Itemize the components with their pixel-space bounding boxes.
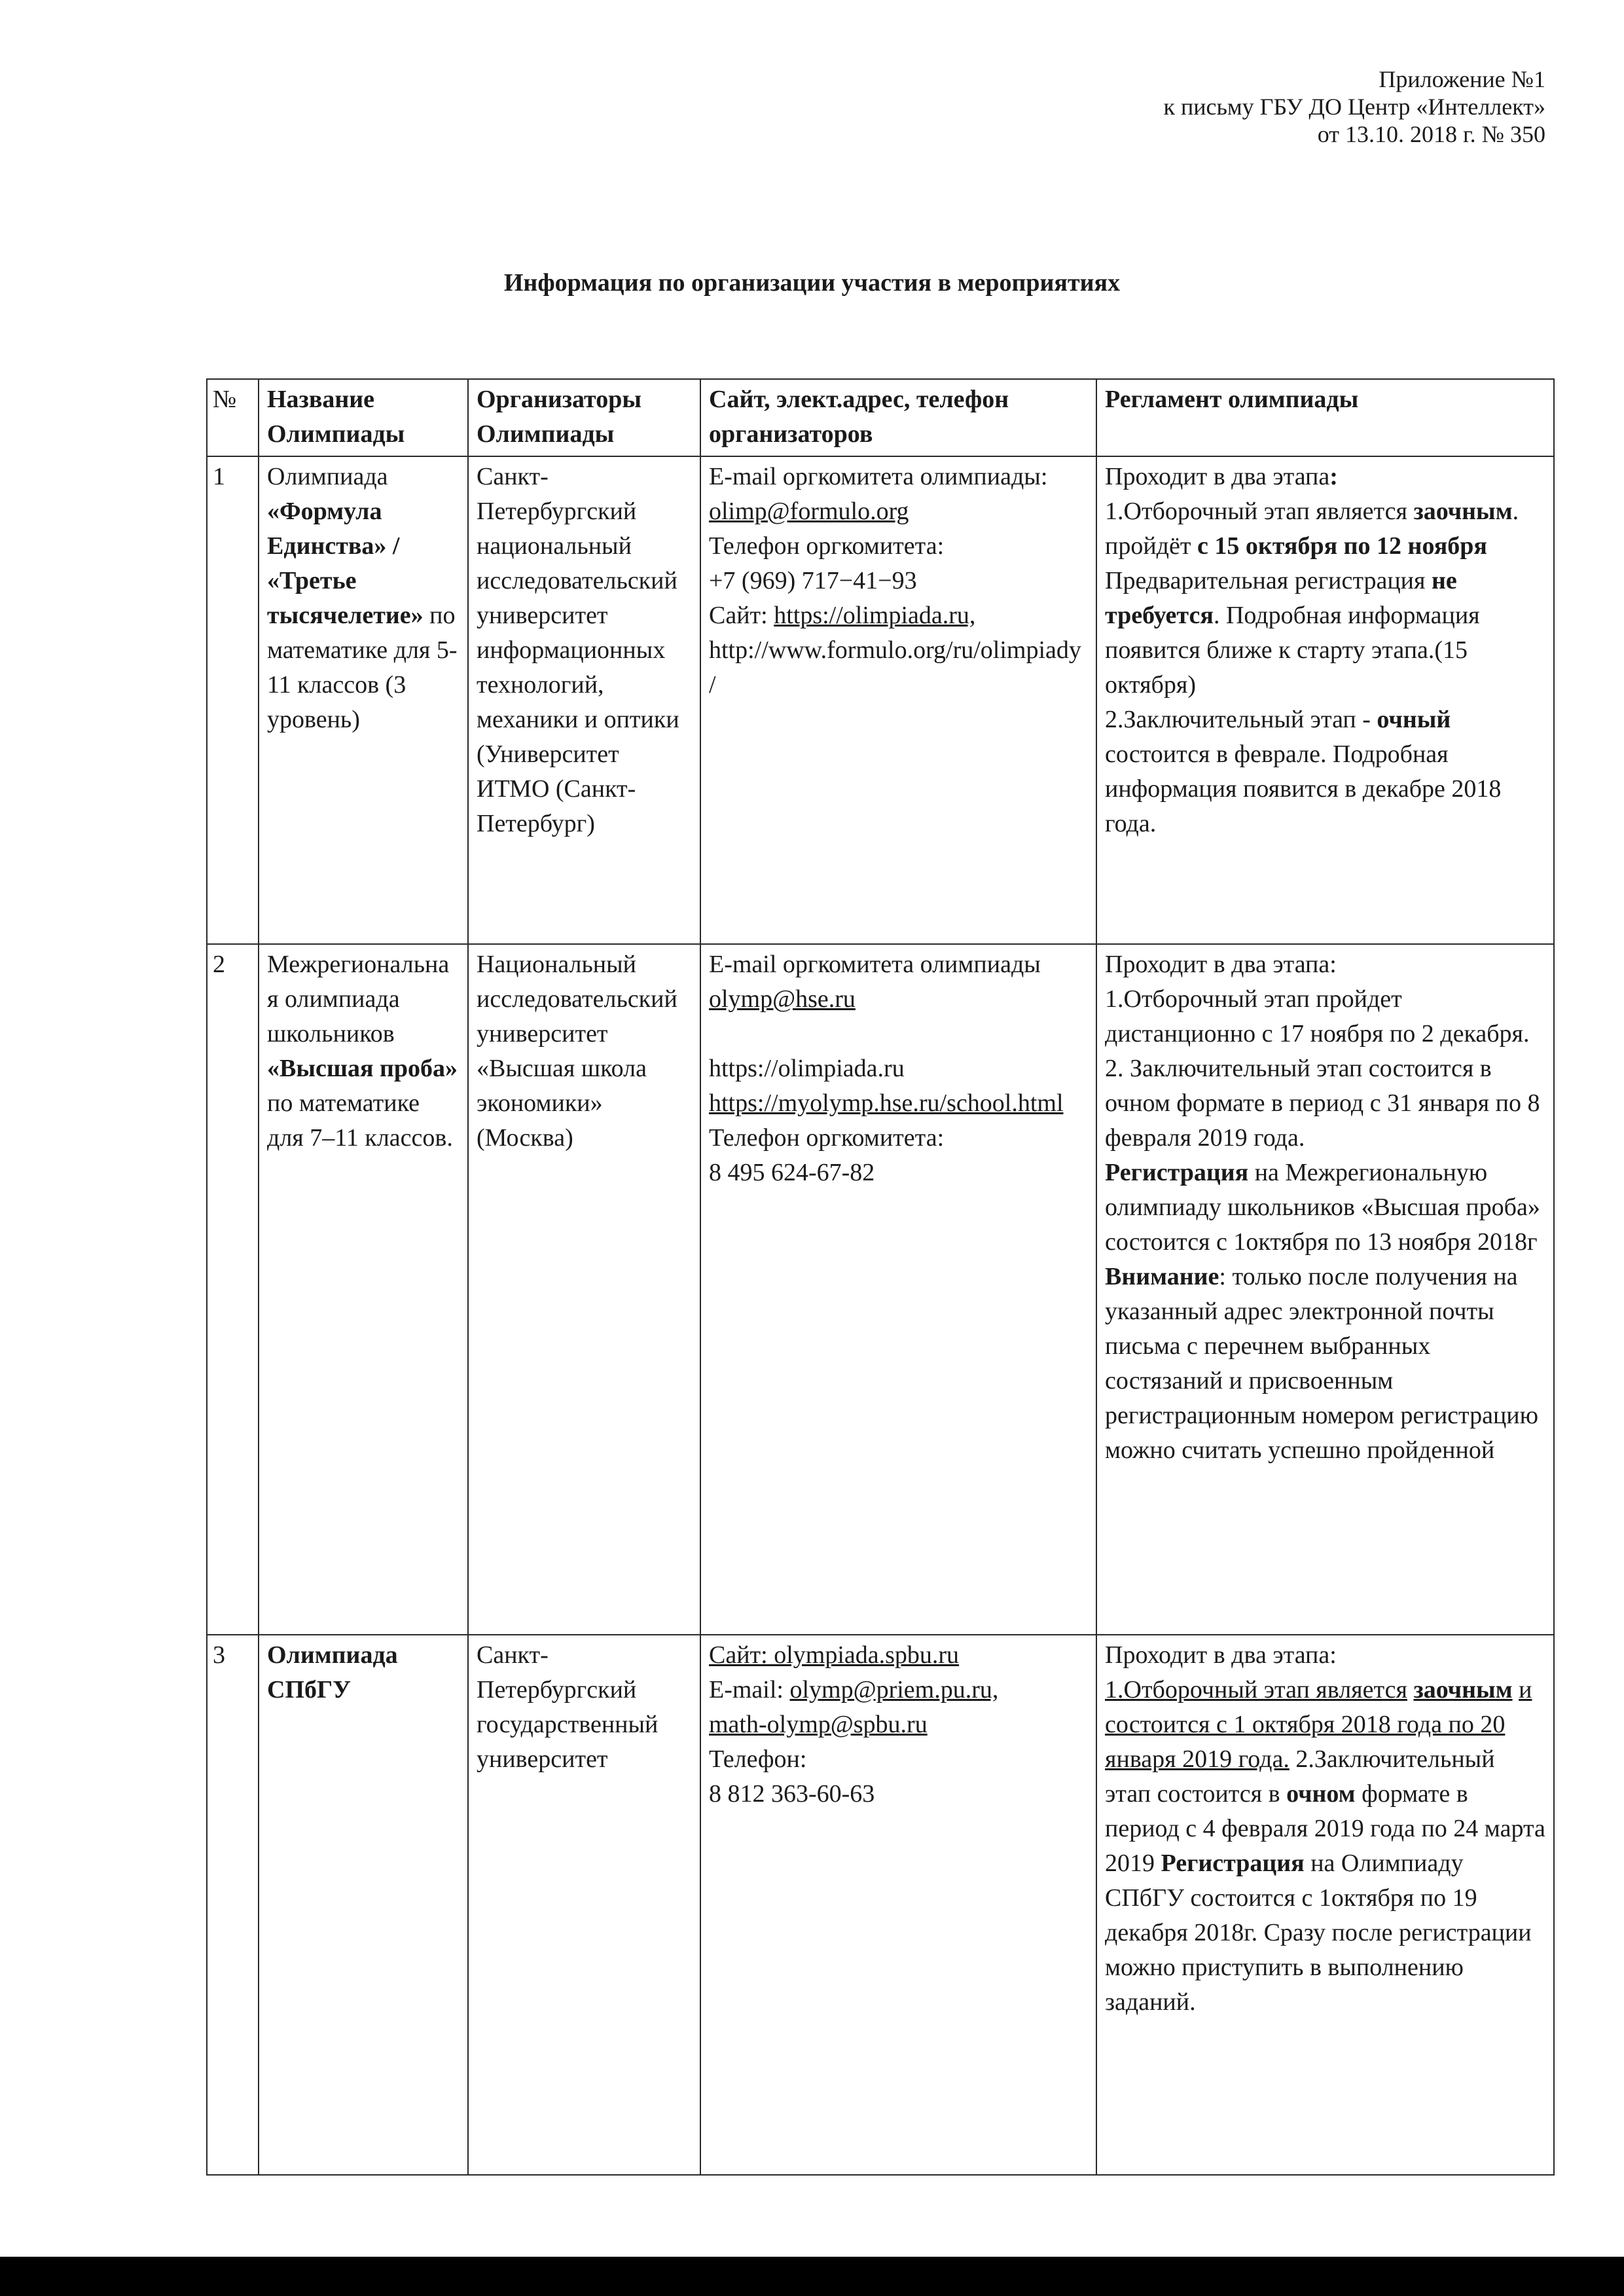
- row-number: 2: [207, 944, 259, 1635]
- rules-text: формате в период с 4 февраля 2019 года по 24 марта 2019: [1105, 1780, 1545, 1877]
- rules-text: на Олимпиаду СПбГУ состоится с 1октября по 19 декабря 2018г. Сразу после регистрации можно приступить в выполнению заданий.: [1105, 1850, 1532, 2016]
- table-row: [207, 1635, 1554, 2175]
- rules-underlined: 1.Отборочный этап является: [1105, 1676, 1407, 1704]
- olympiad-table: [206, 378, 1555, 2176]
- site-link-2[interactable]: https://myolymp.hse.ru/school.html: [709, 1089, 1064, 1117]
- rules-cell: [1096, 1635, 1554, 2175]
- rules-text: . пройдёт: [1105, 498, 1519, 560]
- rules-bold: Внимание: [1105, 1263, 1219, 1290]
- site-link[interactable]: https://olimpiada.ru,: [774, 602, 976, 629]
- olympiad-name-bold: «Высшая проба»: [267, 1055, 458, 1082]
- olympiad-name-cell: [259, 1635, 468, 2175]
- site-label: Сайт:: [709, 602, 768, 629]
- rules-text: : только после получения на указанный адрес электронной почты письма с перечнем выбранных состязаний и присвоенным регистрационным номером регистрацию можно считать успешно пройденной: [1105, 1263, 1539, 1464]
- rules-text: состоится в феврале. Подробная информация появится в декабре 2018 года.: [1105, 740, 1502, 837]
- olympiad-name-suffix: по математике для 5-11 классов (3 уровень): [267, 602, 458, 733]
- rules-bold: заочным: [1413, 1676, 1513, 1704]
- phone-label: Телефон оргкомитета:: [709, 532, 945, 560]
- email-label: E-mail оргкомитета олимпиады: [709, 951, 1041, 978]
- rules-bold: очном: [1286, 1780, 1356, 1808]
- rules-text: 2.Заключительный этап -: [1105, 706, 1371, 733]
- email-link[interactable]: olymp@priem.pu.ru,: [789, 1676, 999, 1704]
- contacts-cell: [700, 1635, 1096, 2175]
- phone-value: 8 495 624-67-82: [709, 1159, 875, 1186]
- header-organizers: Организаторы Олимпиады: [468, 379, 700, 456]
- rules-text: на Межрегиональную олимпиаду школьников «Высшая проба» состоится с 1октября по 13 ноября 2018г: [1105, 1159, 1540, 1256]
- phone-label: Телефон оргкомитета:: [709, 1124, 945, 1152]
- rules-cell: [1096, 944, 1554, 1635]
- organizers-cell: Санкт-Петербургский государственный университет: [468, 1635, 700, 2175]
- scan-bottom-border: [0, 2257, 1624, 2296]
- rules-text: Проходит в два этапа:: [1105, 951, 1337, 978]
- contacts-cell: [700, 456, 1096, 944]
- rules-stage-2: [1105, 702, 1545, 841]
- rules-bold: не требуется: [1105, 567, 1457, 629]
- email-label: E-mail оргкомитета олимпиады:: [709, 463, 1048, 490]
- appendix-line-3: от 13.10. 2018 г. № 350: [1317, 121, 1545, 147]
- phone-value: 8 812 363-60-63: [709, 1780, 875, 1808]
- appendix-header: [1163, 65, 1545, 148]
- rules-underlined: и состоится с 1 октября 2018 года по 20 января 2019 года.: [1105, 1676, 1532, 1773]
- rules-text: Проходит в два этапа:: [1105, 1641, 1337, 1669]
- email-label: E-mail:: [709, 1676, 784, 1704]
- rules-text: . Подробная информация появится ближе к старту этапа.(15 октября): [1105, 602, 1480, 699]
- rules-bold: заочным: [1413, 498, 1513, 525]
- rules-bold: :: [1329, 463, 1338, 490]
- table-row: [207, 456, 1554, 944]
- table-header-row: [207, 379, 1554, 456]
- appendix-line-1: Приложение №1: [1379, 66, 1545, 92]
- rules-bold: Регистрация: [1161, 1850, 1305, 1877]
- site-link-2[interactable]: http://www.formulo.org/ru/olimpiady/: [709, 636, 1081, 699]
- appendix-line-2: к письму ГБУ ДО Центр «Интеллект»: [1163, 94, 1545, 120]
- site-link[interactable]: https://olimpiada.ru: [709, 1055, 905, 1082]
- header-num: №: [207, 379, 259, 456]
- olympiad-name-cell: [259, 456, 468, 944]
- rules-text: 1.Отборочный этап является: [1105, 498, 1407, 525]
- document-title: Информация по организации участия в мероприятиях: [503, 269, 1121, 297]
- rules-cell: [1096, 456, 1554, 944]
- rules-bold: очный: [1377, 706, 1451, 733]
- email-link-2[interactable]: math-olymp@spbu.ru: [709, 1711, 928, 1738]
- header-rules: Регламент олимпиады: [1096, 379, 1554, 456]
- rules-text: 2. Заключительный этап состоится в очном формате в период с 31 января по 8 февраля 2019 года.: [1105, 1055, 1540, 1152]
- site-link[interactable]: Сайт: olympiada.spbu.ru: [709, 1641, 960, 1669]
- rules-text: 2.Заключительный этап состоится в: [1105, 1745, 1495, 1808]
- olympiad-name-cell: [259, 944, 468, 1635]
- phone-label: Телефон:: [709, 1745, 807, 1773]
- rules-text: Предварительная регистрация: [1105, 567, 1426, 594]
- olympiad-name-suffix: по математике для 7–11 классов.: [267, 1089, 453, 1152]
- rules-bold: Регистрация: [1105, 1159, 1249, 1186]
- header-name: Название Олимпиады: [259, 379, 468, 456]
- rules-stage-1: [1105, 494, 1545, 702]
- olympiad-name-bold: «Формула Единства» / «Третье тысячелетие»: [267, 498, 424, 629]
- header-contacts: Сайт, элект.адрес, телефон организаторов: [700, 379, 1096, 456]
- organizers-cell: Национальный исследовательский университет «Высшая школа экономики» (Москва): [468, 944, 700, 1635]
- row-number: 1: [207, 456, 259, 944]
- rules-text: Проходит в два этапа: [1105, 463, 1330, 490]
- olympiad-name-bold: Олимпиада СПбГУ: [267, 1641, 398, 1704]
- olympiad-name-prefix: Олимпиада: [267, 463, 388, 490]
- email-link[interactable]: olymp@hse.ru: [709, 985, 856, 1013]
- rules-text: 1.Отборочный этап пройдет дистанционно с 17 ноября по 2 декабря.: [1105, 985, 1530, 1048]
- olympiad-name-prefix: Межрегиональная олимпиада школьников: [267, 951, 450, 1048]
- row-number: 3: [207, 1635, 259, 2175]
- contacts-cell: [700, 944, 1096, 1635]
- rules-bold: с 15 октября по 12 ноября: [1197, 532, 1487, 560]
- table-row: [207, 944, 1554, 1635]
- phone-value: +7 (969) 717−41−93: [709, 567, 917, 594]
- email-link[interactable]: olimp@formulo.org: [709, 498, 909, 525]
- organizers-cell: Санкт-Петербургский национальный исследовательский университет информационных технологий, механики и оптики (Университет ИТМО (Санкт-Петербург): [468, 456, 700, 944]
